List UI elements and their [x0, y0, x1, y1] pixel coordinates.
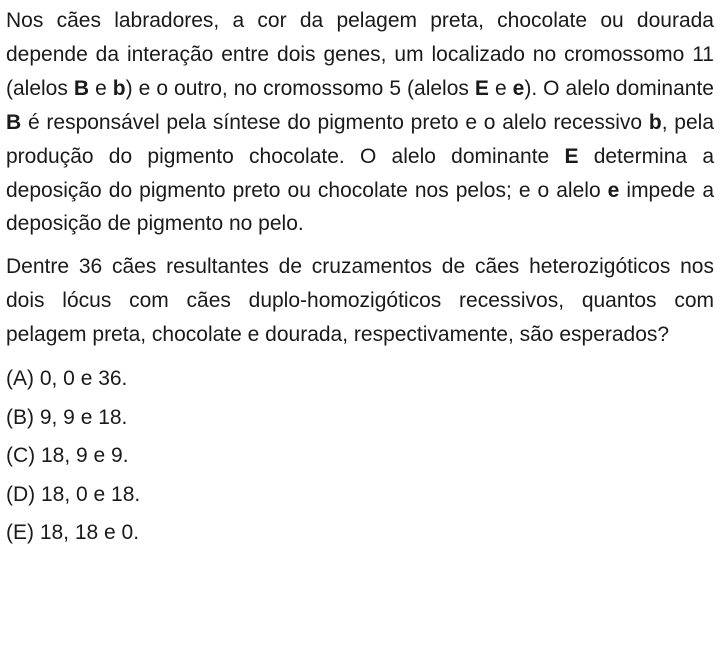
allele-b-recessive: b — [648, 110, 662, 134]
p1-seg-4: ) e o outro, no cromossomo 5 (alelos — [125, 76, 475, 100]
p1-seg-6: e — [488, 76, 513, 100]
p1-seg-12: , pela produção do pigmento chocolate. O alelo dominante — [6, 110, 715, 168]
option-a[interactable]: (A) 0, 0 e 36. — [6, 367, 128, 391]
answer-options — [6, 360, 714, 553]
p1-seg-2: e — [89, 76, 113, 100]
allele-B-dominant: B — [6, 110, 22, 134]
p1-seg-0: Nos cães labradores, a cor da pelagem preta, chocolate ou dourada depende da interação entre dois genes, um localizado no cromossomo 11 (alelos — [6, 9, 714, 100]
question-paragraph-prompt: Dentre 36 cães resultantes de cruzamentos de cães heterozigóticos nos dois lócus com cães duplo-homozigóticos recessivos, quantos com pelagem preta, chocolate e dourada, respectivamente, são esperados? — [6, 255, 714, 347]
allele-e: e — [512, 76, 525, 100]
p1-seg-16: impede a deposição de pigmento no pelo. — [6, 178, 714, 236]
option-d[interactable]: (D) 18, 0 e 18. — [6, 482, 141, 506]
option-e[interactable]: (E) 18, 18 e 0. — [6, 521, 140, 545]
allele-E-dominant: E — [564, 144, 579, 168]
question-paragraph-context — [6, 4, 714, 241]
p1-seg-14: determina a deposição do pigmento preto ou chocolate nos pelos; e o alelo — [6, 144, 714, 202]
allele-e-recessive: e — [607, 178, 620, 202]
allele-E: E — [474, 76, 489, 100]
allele-b: b — [112, 76, 126, 100]
p1-seg-10: é responsável pela síntese do pigmento preto e o alelo recessivo — [21, 110, 649, 134]
allele-B: B — [73, 76, 90, 100]
p1-seg-8: ). O alelo dominante — [524, 76, 714, 100]
option-c[interactable]: (C) 18, 9 e 9. — [6, 444, 129, 468]
question-block — [6, 4, 714, 553]
option-b[interactable]: (B) 9, 9 e 18. — [6, 405, 128, 429]
